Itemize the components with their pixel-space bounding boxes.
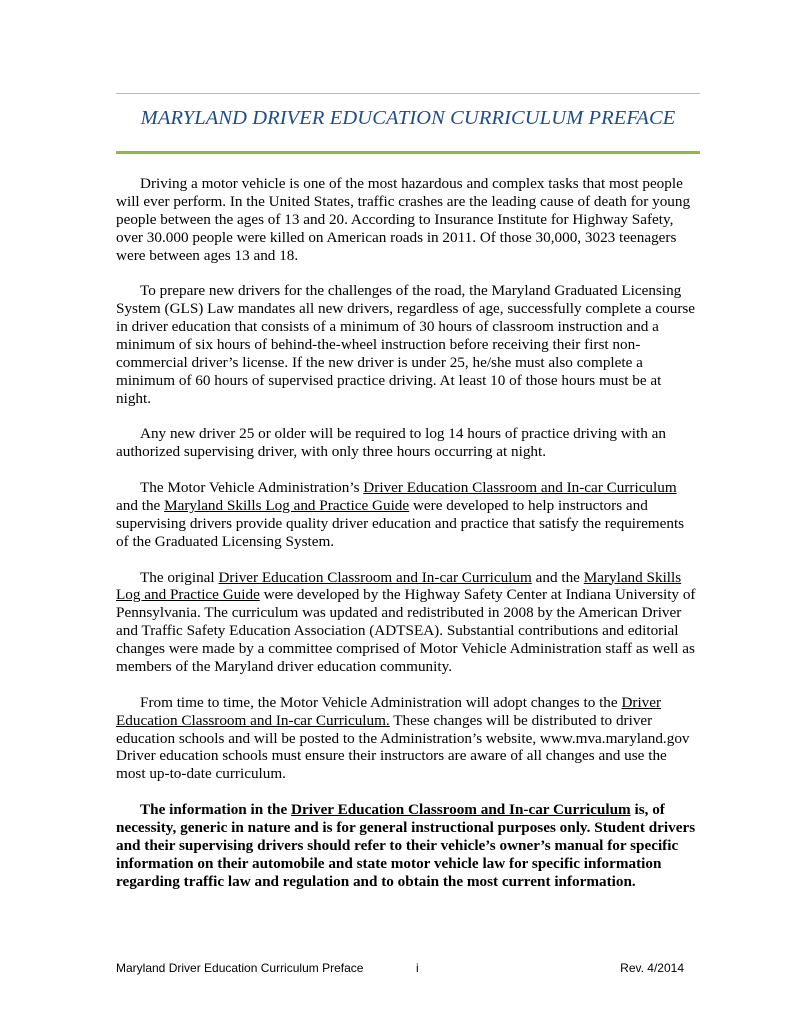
underlined-title-reference: Driver Education Classroom and In-car Curriculum. xyxy=(116,693,662,729)
text-run: were developed to help instructors and supervising drivers provide quality driver education and practice that satisfy the requirements of the Graduated Licensing System. xyxy=(116,496,685,550)
text-run: These changes will be distributed to driver education schools and will be posted to the Administration’s website, www.mva.maryland.gov Driver education schools must ensure their instructors are aware of all changes and use the most up-to-date curriculum. xyxy=(116,711,690,783)
paragraph xyxy=(116,569,700,676)
footer-revision: Rev. 4/2014 xyxy=(620,961,684,975)
text-run: The information in the xyxy=(140,801,292,819)
text-run: were developed by the Highway Safety Center at Indiana University of Pennsylvania. The curriculum was updated and redistributed in 2008 by the American Driver and Traffic Safety Education Association (ADTSEA). Substantial contributions and editorial changes were made by a committee comprised of Motor Vehicle Administration staff as well as members of the Maryland driver education community. xyxy=(116,586,696,676)
page-footer xyxy=(116,961,700,977)
page-title: MARYLAND DRIVER EDUCATION CURRICULUM PREFACE xyxy=(140,107,676,129)
paragraph xyxy=(116,801,700,891)
paragraph xyxy=(116,425,700,461)
text-run: The Motor Vehicle Administration’s xyxy=(140,479,364,497)
text-run: Any new driver 25 or older will be required to log 14 hours of practice driving with an authorized supervising driver, with only three hours occurring at night. xyxy=(116,425,666,461)
underlined-title-reference: Driver Education Classroom and In-car Curriculum xyxy=(291,801,631,819)
text-run: and the xyxy=(116,496,165,514)
text-run: Driving a motor vehicle is one of the most hazardous and complex tasks that most people will ever perform. In the United States, traffic crashes are the leading cause of death for young people between the ages of 13 and 20. According to Insurance Institute for Highway Safety, over 30.000 people were killed on American roads in 2011. Of those 30,000, 3023 teenagers were between ages 13 and 18. xyxy=(116,175,691,264)
text-run: is, of necessity, generic in nature and is for general instructional purposes only. Student drivers and their supervising drivers should refer to their vehicle’s owner’s manual for specific information on their automobile and state motor vehicle law for specific information regarding traffic law and regulation and to obtain the most current information. xyxy=(116,801,696,890)
title-underline-divider xyxy=(116,151,700,154)
footer-document-name: Maryland Driver Education Curriculum Preface xyxy=(116,961,364,975)
underlined-title-reference: Driver Education Classroom and In-car Curriculum xyxy=(363,479,677,497)
underlined-title-reference: Maryland Skills Log and Practice Guide xyxy=(164,496,410,514)
footer-page-number: i xyxy=(416,961,419,975)
paragraph xyxy=(116,175,700,265)
text-run: The original xyxy=(140,568,219,586)
text-run: To prepare new drivers for the challenges of the road, the Maryland Graduated Licensing System (GLS) Law mandates all new drivers, regardless of age, successfully complete a course in driver education that consists of a minimum of 30 hours of classroom instruction and a minimum of six hours of behind-the-wheel instruction before receiving their first non-commercial driver’s license. If the new driver is under 25, he/she must also complete a minimum of 60 hours of supervised practice driving. At least 10 of those hours must be at night. xyxy=(116,282,696,407)
text-run: and the xyxy=(531,568,584,586)
document-body xyxy=(116,175,700,908)
paragraph xyxy=(116,694,700,784)
text-run: From time to time, the Motor Vehicle Administration will adopt changes to the xyxy=(140,693,622,711)
underlined-title-reference: Driver Education Classroom and In-car Curriculum xyxy=(218,568,532,586)
paragraph xyxy=(116,479,700,551)
underlined-title-reference: Maryland Skills Log and Practice Guide xyxy=(116,568,682,604)
top-divider xyxy=(116,93,700,94)
paragraph xyxy=(116,282,700,407)
